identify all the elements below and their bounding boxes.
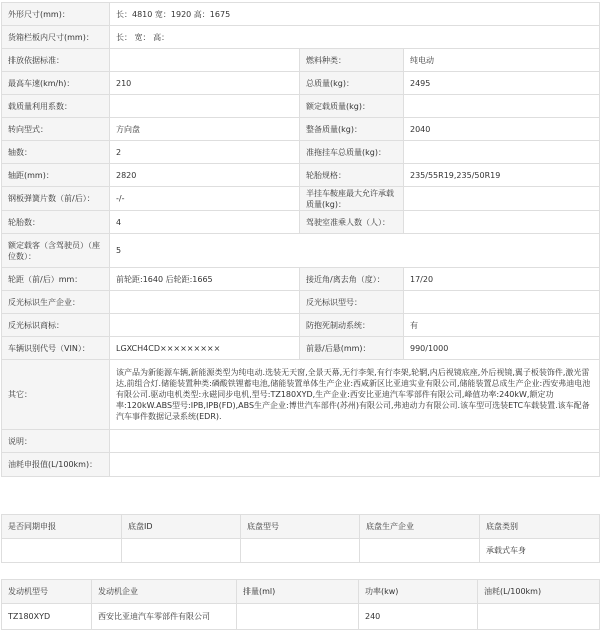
spec-row [2, 314, 600, 337]
spec-value: -/- [110, 187, 300, 211]
spec-value: 有 [404, 314, 600, 337]
spec-value: 方向盘 [110, 118, 300, 141]
spec-label: 其它： [2, 360, 110, 430]
spec-label: 轮胎数： [2, 211, 110, 234]
spec-row [2, 187, 600, 211]
spec-value: 2820 [110, 164, 300, 187]
spec-row [2, 49, 600, 72]
spec-label: 接近角/离去角（度）： [300, 268, 404, 291]
spec-value: 2 [110, 141, 300, 164]
spec-row [2, 234, 600, 268]
engine-col-maker: 发动机企业 [92, 580, 237, 604]
spec-label: 说明： [2, 430, 110, 453]
engine-data-row [2, 604, 600, 630]
spec-label: 额定载客（含驾驶员）（座位数）： [2, 234, 110, 268]
spec-label: 前悬/后悬(mm)： [300, 337, 404, 360]
spec-value [110, 49, 300, 72]
engine-table [1, 579, 600, 630]
engine-col-consumption: 油耗(L/100km) [478, 580, 600, 604]
spec-label: 反光标识生产企业： [2, 291, 110, 314]
spec-label: 油耗申报值(L/100km)： [2, 453, 110, 477]
chassis-model-value [241, 539, 360, 563]
spec-row [2, 164, 600, 187]
spec-value: 纯电动 [404, 49, 600, 72]
chassis-category-value: 承载式车身 [480, 539, 600, 563]
spec-row [2, 141, 600, 164]
chassis-col-sync: 是否同期申报 [2, 515, 122, 539]
spec-label: 准拖挂车总质量(kg)： [300, 141, 404, 164]
chassis-col-model: 底盘型号 [241, 515, 360, 539]
spec-value [110, 314, 300, 337]
spec-value [404, 291, 600, 314]
engine-model-value: TZ180XYD [2, 604, 92, 630]
spec-row [2, 3, 600, 26]
chassis-col-maker: 底盘生产企业 [360, 515, 480, 539]
spec-label: 车辆识别代号（VIN）： [2, 337, 110, 360]
spec-value: 5 [110, 234, 600, 268]
spec-value: 长：4810 宽：1920 高：1675 [110, 3, 600, 26]
spec-row [2, 291, 600, 314]
spec-label: 额定载质量(kg)： [300, 95, 404, 118]
chassis-header-row [2, 515, 600, 539]
spec-label: 整备质量(kg)： [300, 118, 404, 141]
spec-label: 反光标识型号： [300, 291, 404, 314]
spec-label: 驾驶室准乘人数（人）： [300, 211, 404, 234]
engine-header-row [2, 580, 600, 604]
spec-row [2, 26, 600, 49]
spec-value: 210 [110, 72, 300, 95]
spec-value: LGXCH4CD××××××××× [110, 337, 300, 360]
spec-label: 载质量利用系数： [2, 95, 110, 118]
chassis-maker-value [360, 539, 480, 563]
spec-value [404, 95, 600, 118]
engine-power-value: 240 [359, 604, 478, 630]
spec-value [404, 187, 600, 211]
spec-value [404, 211, 600, 234]
spec-value: 17/20 [404, 268, 600, 291]
chassis-data-row [2, 539, 600, 563]
chassis-col-category: 底盘类别 [480, 515, 600, 539]
spec-value: 长： 宽： 高： [110, 26, 600, 49]
engine-maker-value: 西安比亚迪汽车零部件有限公司 [92, 604, 237, 630]
spec-label: 排放依据标准： [2, 49, 110, 72]
engine-consumption-value [478, 604, 600, 630]
spec-label: 防抱死制动系统： [300, 314, 404, 337]
spec-row [2, 337, 600, 360]
spec-value: 2495 [404, 72, 600, 95]
spec-label: 转向型式： [2, 118, 110, 141]
spec-value: 前轮距:1640 后轮距:1665 [110, 268, 300, 291]
engine-displacement-value [237, 604, 359, 630]
spec-value: 该产品为新能源车辆,新能源类型为纯电动.选装无天窗,全景天幕,无行李架,有行李架,轮辋,内后视镜底座,外后视镜,翼子板装饰件,激光雷达,前组合灯.储能装置种类:磷酸铁锂蓄电池,储能装置单体生产企业:西咸新区比亚迪实业有限公司,储能装置总成生产企业:西安弗迪电池有限公司.驱动电机类型:永磁同步电机,型号:TZ180XYD,生产企业:西安比亚迪汽车零部件有限公司,峰值功率:240kW,额定功率:120kW.ABS型号:IPB,IPB(FD),ABS生产企业:博世汽车部件(苏州)有限公司,弗迪动力有限公司.该车型可选装ETC车载装置.该车配备汽车事件数据记录系统(EDR). [110, 360, 600, 430]
spec-label: 总质量(kg)： [300, 72, 404, 95]
spec-value [404, 141, 600, 164]
spec-value [110, 430, 600, 453]
spec-label: 半挂车鞍座最大允许承载质量(kg)： [300, 187, 404, 211]
spec-label: 钢板弹簧片数（前/后）： [2, 187, 110, 211]
spec-row [2, 72, 600, 95]
chassis-sync-value [2, 539, 122, 563]
spec-row [2, 95, 600, 118]
spec-row [2, 430, 600, 453]
engine-col-displacement: 排量(ml) [237, 580, 359, 604]
spec-row [2, 360, 600, 430]
chassis-col-id: 底盘ID [122, 515, 241, 539]
chassis-table [1, 514, 600, 563]
spec-label: 外形尺寸(mm)： [2, 3, 110, 26]
spec-label: 燃料种类： [300, 49, 404, 72]
spec-value: 990/1000 [404, 337, 600, 360]
spec-value [110, 453, 600, 477]
spec-label: 轮胎规格： [300, 164, 404, 187]
spec-value: 235/55R19,235/50R19 [404, 164, 600, 187]
vehicle-spec-table [1, 2, 600, 477]
spec-row [2, 268, 600, 291]
spec-value: 4 [110, 211, 300, 234]
spec-row [2, 453, 600, 477]
spec-label: 反光标识商标： [2, 314, 110, 337]
spec-label: 轮距（前/后）mm： [2, 268, 110, 291]
spec-label: 轴距(mm)： [2, 164, 110, 187]
spec-label: 最高车速(km/h)： [2, 72, 110, 95]
spec-label: 轴数： [2, 141, 110, 164]
spec-value [110, 291, 300, 314]
engine-col-power: 功率(kw) [359, 580, 478, 604]
spec-label: 货箱栏板内尺寸(mm)： [2, 26, 110, 49]
spec-value: 2040 [404, 118, 600, 141]
spec-row [2, 118, 600, 141]
spec-value [110, 95, 300, 118]
engine-col-model: 发动机型号 [2, 580, 92, 604]
spec-row [2, 211, 600, 234]
chassis-id-value [122, 539, 241, 563]
